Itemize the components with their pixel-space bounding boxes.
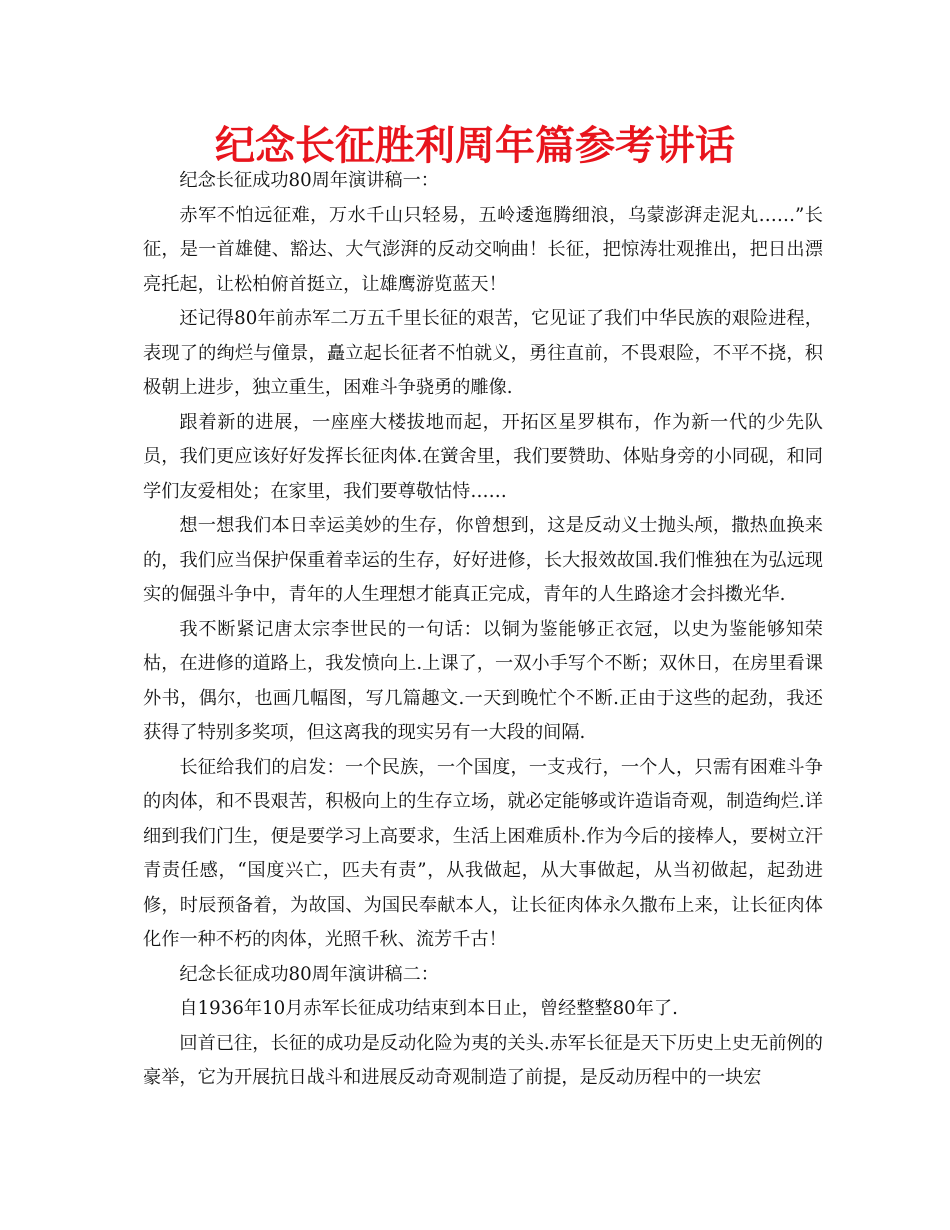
paragraph: 长征给我们的启发：一个民族，一个国度，一支戎行，一个人，只需有困难斗争的肉体，和不畏艰苦，积极向上的生存立场，就必定能够或许造诣奇观，制造绚烂.详细到我们门生，便是要学习上高要求，生活上困难质朴.作为今后的接棒人，要树立汗青责任感，“国度兴亡，匹夫有责”，从我做起，从大事做起，从当初做起，起劲进修，时辰预备着，为故国、为国民奉献本人，让长征肉体永久撒布上来，让长征肉体化作一种不朽的肉体，光照千秋、流芳千古！ xyxy=(143,756,823,950)
paragraph: 还记得80年前赤军二万五千里长征的艰苦，它见证了我们中华民族的艰险进程，表现了的绚烂与僮景，矗立起长征者不怕就义，勇往直前，不畏艰险，不平不挠，积极朝上进步，独立重生，困难斗争骁勇的雕像. xyxy=(143,308,823,398)
paragraph: 赤军不怕远征难，万水千山只轻易，五岭逶迤腾细浪，乌蒙澎湃走泥丸……”长征，是一首雄健、豁达、大气澎湃的反动交响曲！长征，把惊涛壮观推出，把日出漂亮托起，让松柏俯首挺立，让雄鹰游览蓝天！ xyxy=(143,204,823,295)
paragraph-speech-one-heading: 纪念长征成功80周年演讲稿一： xyxy=(179,170,439,191)
document-body xyxy=(143,164,823,1096)
paragraph: 想一想我们本日幸运美妙的生存，你曾想到，这是反动义士抛头颅，撒热血换来的，我们应当保护保重着幸运的生存，好好进修，长大报效故国.我们惟独在为弘远现实的倔强斗争中，青年的人生理想才能真正完成，青年的人生路途才会抖擞光华. xyxy=(143,515,823,605)
paragraph-speech-two-heading: 纪念长征成功80周年演讲稿二： xyxy=(179,963,439,985)
paragraph: 跟着新的进展，一座座大楼拔地而起，开拓区星罗棋布，作为新一代的少先队员，我们更应该好好发挥长征肉体.在黉舍里，我们要赞助、体贴身旁的小同砚，和同学们友爱相处；在家里，我们要尊敬怙恃…… xyxy=(143,411,823,502)
document-title: 纪念长征胜利周年篇参考讲话 xyxy=(215,123,735,169)
paragraph: 自1936年10月赤军长征成功结束到本日止，曾经整整80年了. xyxy=(179,998,678,1019)
paragraph: 我不断紧记唐太宗李世民的一句话：以铜为鉴能够正衣冠，以史为鉴能够知荣枯，在进修的道路上，我发愤向上.上课了，一双小手写个不断；双休日，在房里看课外书，偶尔，也画几幅图，写几篇趣文.一天到晚忙个不断.正由于这些的起劲，我还获得了特别多奖项，但这离我的现实另有一大段的间隔. xyxy=(143,618,823,743)
paragraph: 回首已往，长征的成功是反动化险为夷的关头.赤军长征是天下历史上史无前例的豪举，它为开展抗日战斗和进展反动奇观制造了前提，是反动历程中的一块宏 xyxy=(143,1032,823,1088)
